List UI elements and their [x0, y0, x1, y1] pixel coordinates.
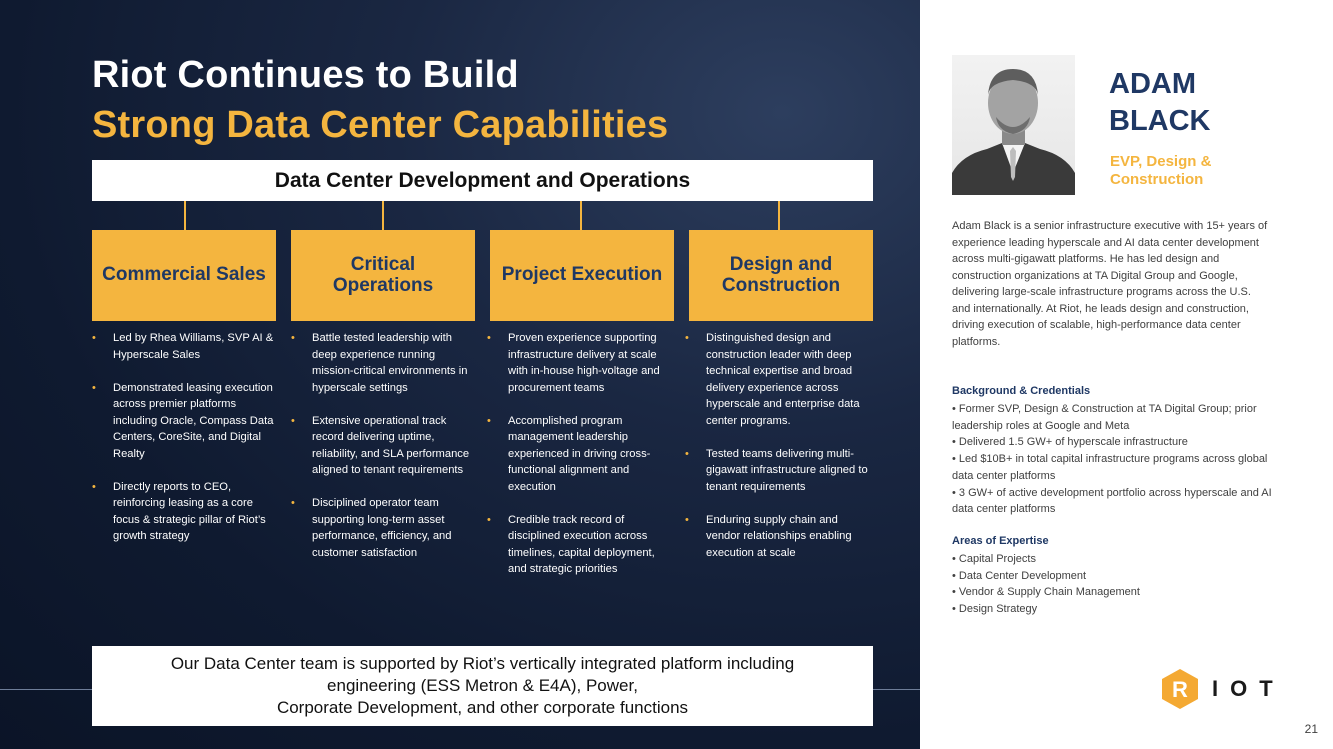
bullet-item: • Credible track record of disciplined execution across timelines, capital deployment, and strategic priorities [487, 512, 673, 578]
column-bullets-project-execution [487, 330, 673, 594]
background-list [952, 401, 1282, 518]
column-bullets-critical-operations [291, 330, 477, 578]
footer-note [92, 646, 873, 726]
column-bullets-design-construction [685, 330, 871, 578]
page-number: 21 [1304, 722, 1318, 736]
bullet-item: • Tested teams delivering multi-gigawatt infrastructure aligned to tenant requirements [685, 446, 871, 496]
name-line: ADAM [1109, 68, 1196, 100]
executive-name [1109, 66, 1309, 140]
executive-bio: Adam Black is a senior infrastructure executive with 15+ years of experience leading hyperscale and AI data center development across multi-gigawatt platforms. He has led design and construction organizations at TA Digital Group and Google, delivering large-scale infrastructure programs across the U.S. and internationally. At Riot, he leads design and construction, driving execution of scalable, high-performance data center platforms. [952, 220, 1268, 348]
name-line: BLACK [1109, 105, 1211, 137]
list-item: • Vendor & Supply Chain Management [952, 586, 1140, 599]
footer-line: Our Data Center team is supported by Riot’s vertically integrated platform including [170, 654, 795, 673]
column-heading-design-construction: Design and Construction [689, 230, 873, 321]
bullet-item: • Enduring supply chain and vendor relationships enabling execution at scale [685, 512, 871, 562]
bullet-item: • Extensive operational track record delivering uptime, reliability, and SLA performance aligned to tenant requirements [291, 413, 477, 479]
connector-line [382, 201, 384, 231]
column-heading-critical-operations: Critical Operations [291, 230, 475, 321]
slide-title: Riot Continues to Build [92, 54, 519, 96]
riot-logo [1160, 668, 1285, 710]
svg-text:R: R [1172, 677, 1188, 702]
bullet-item: • Directly reports to CEO, reinforcing leasing as a core focus & strategic pillar of Riot’s growth strategy [92, 479, 278, 545]
bullet-item: • Battle tested leadership with deep experience running mission-critical environments in hyperscale settings [291, 330, 477, 396]
logo-wordmark: IOT [1212, 676, 1285, 701]
connector-line [580, 201, 582, 231]
title-line: EVP, Design & [1110, 153, 1212, 170]
connector-line [184, 201, 186, 231]
expertise-heading: Areas of Expertise [952, 535, 1049, 547]
right-panel [920, 0, 1333, 749]
column-bullets-commercial-sales [92, 330, 278, 561]
title-line: Construction [1110, 171, 1204, 188]
list-item: • Design Strategy [952, 603, 1038, 616]
slide-subtitle: Strong Data Center Capabilities [92, 104, 669, 146]
bullet-item: • Accomplished program management leadership experienced in driving cross-functional alignment and execution [487, 413, 673, 496]
list-item: • Former SVP, Design & Construction at TA Digital Group; prior leadership roles at Google and Meta [952, 403, 1257, 432]
list-item: • Data Center Development [952, 569, 1087, 582]
bullet-item: • Disciplined operator team supporting long-term asset performance, efficiency, and customer satisfaction [291, 495, 477, 561]
list-item: • Capital Projects [952, 553, 1036, 565]
background-heading: Background & Credentials [952, 385, 1091, 397]
column-heading-commercial-sales: Commercial Sales [92, 230, 276, 321]
column-heading-project-execution: Project Execution [490, 230, 674, 321]
list-item: • Led $10B+ in total capital infrastructure programs across global data center platforms [952, 453, 1268, 482]
executive-photo [952, 55, 1075, 195]
bullet-item: • Distinguished design and construction leader with deep technical expertise and broad delivery experience across hyperscale and enterprise data center programs. [685, 330, 871, 429]
list-item: • Delivered 1.5 GW+ of hyperscale infrastructure [952, 436, 1188, 449]
footer-line: engineering (ESS Metron & E4A), Power, [327, 676, 638, 695]
footer-line: Corporate Development, and other corporate functions [276, 698, 689, 717]
expertise-list [952, 551, 1282, 618]
bullet-item: • Led by Rhea Williams, SVP AI & Hyperscale Sales [92, 330, 278, 363]
connector-line [778, 201, 780, 231]
bullet-item: • Demonstrated leasing execution across premier platforms including Oracle, Compass Data Centers, CoreSite, and Digital Realty [92, 380, 278, 463]
section-header: Data Center Development and Operations [92, 160, 873, 201]
list-item: • 3 GW+ of active development portfolio across hyperscale and AI data center platforms [952, 486, 1272, 516]
executive-title [1110, 153, 1310, 189]
bullet-item: • Proven experience supporting infrastructure delivery at scale with in-house high-voltage and procurement teams [487, 330, 673, 396]
riot-hexagon-icon [1160, 668, 1200, 710]
